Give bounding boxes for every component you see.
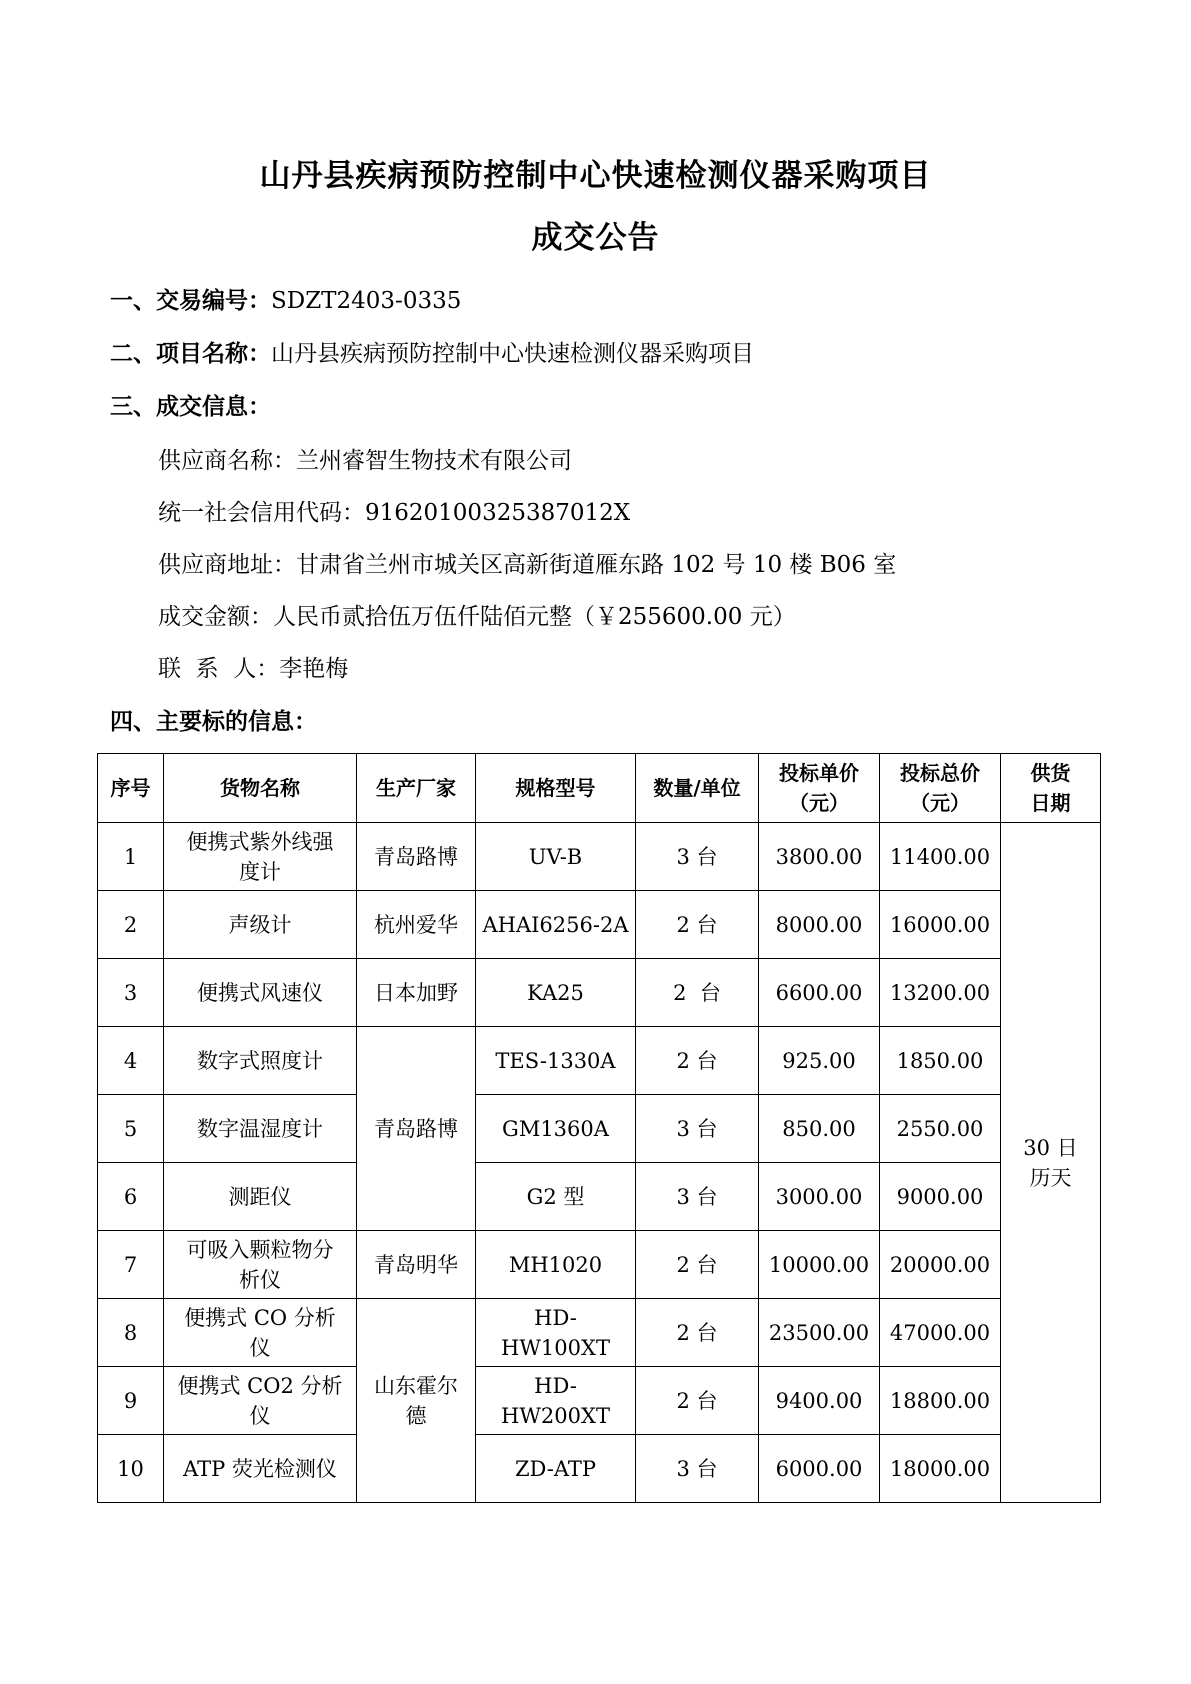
cell-qty: 2 台 <box>636 891 759 959</box>
cell-goods: 测距仪 <box>164 1163 357 1231</box>
cell-total-price: 1850.00 <box>880 1027 1001 1095</box>
cell-unit-price: 10000.00 <box>759 1231 880 1299</box>
transaction-number-label: 一、交易编号： <box>110 288 271 314</box>
header-unit-price-line1: 投标单价 <box>779 761 859 785</box>
cell-total-price: 13200.00 <box>880 959 1001 1027</box>
cell-goods-line1: 可吸入颗粒物分 <box>186 1237 334 1262</box>
deal-amount-value: 人民币贰拾伍万伍仟陆佰元整（￥255600.00 元） <box>273 604 796 630</box>
table-row <box>98 1299 1101 1367</box>
cell-goods: 便携式风速仪 <box>164 959 357 1027</box>
cell-qty: 3 台 <box>636 823 759 891</box>
cell-model: ZD-ATP <box>476 1435 636 1503</box>
cell-qty: 3 台 <box>636 1095 759 1163</box>
cell-no: 6 <box>98 1163 164 1231</box>
cell-total-price: 9000.00 <box>880 1163 1001 1231</box>
transaction-number-line <box>110 285 461 317</box>
header-total-price-line1: 投标总价 <box>900 761 980 785</box>
header-delivery-line2: 日期 <box>1030 791 1071 815</box>
cell-unit-price: 9400.00 <box>759 1367 880 1435</box>
cell-total-price: 16000.00 <box>880 891 1001 959</box>
cell-no: 2 <box>98 891 164 959</box>
cell-total-price: 2550.00 <box>880 1095 1001 1163</box>
cell-goods <box>164 1299 357 1367</box>
cell-model: AHAI6256-2A <box>476 891 636 959</box>
header-unit-price <box>759 754 880 823</box>
cell-qty: 2 台 <box>636 959 759 1027</box>
table-row <box>98 1231 1101 1299</box>
cell-maker <box>357 1299 476 1503</box>
cell-total-price: 47000.00 <box>880 1299 1001 1367</box>
header-model: 规格型号 <box>476 754 636 823</box>
main-items-label: 四、主要标的信息： <box>110 709 317 735</box>
cell-qty: 3 台 <box>636 1163 759 1231</box>
cell-qty: 2 台 <box>636 1231 759 1299</box>
document-title: 山丹县疾病预防控制中心快速检测仪器采购项目 <box>259 158 932 194</box>
cell-model: G2 型 <box>476 1163 636 1231</box>
main-items-table <box>97 753 1101 1503</box>
cell-unit-price: 3000.00 <box>759 1163 880 1231</box>
contact-value: 李艳梅 <box>279 656 349 682</box>
cell-goods: 数字温湿度计 <box>164 1095 357 1163</box>
transaction-number-value: SDZT2403-0335 <box>271 288 462 314</box>
cell-maker-line1: 山东霍尔 <box>374 1373 458 1398</box>
cell-no: 10 <box>98 1435 164 1503</box>
cell-model: TES-1330A <box>476 1027 636 1095</box>
cell-total-price: 11400.00 <box>880 823 1001 891</box>
cell-unit-price: 23500.00 <box>759 1299 880 1367</box>
cell-delivery <box>1001 823 1101 1503</box>
cell-goods-line2: 析仪 <box>239 1267 281 1292</box>
cell-unit-price: 925.00 <box>759 1027 880 1095</box>
header-total-price <box>880 754 1001 823</box>
deal-info-heading <box>110 391 271 423</box>
cell-no: 4 <box>98 1027 164 1095</box>
cell-model: HD-HW100XT <box>476 1299 636 1367</box>
cell-goods <box>164 1367 357 1435</box>
cell-unit-price: 3800.00 <box>759 823 880 891</box>
deal-info-label: 三、成交信息： <box>110 394 271 420</box>
deal-amount-line <box>158 601 796 633</box>
cell-model: MH1020 <box>476 1231 636 1299</box>
main-items-table-wrapper <box>97 753 1101 1503</box>
cell-goods-line1: 便携式 CO2 分析 <box>177 1373 343 1398</box>
cell-total-price: 20000.00 <box>880 1231 1001 1299</box>
contact-line <box>158 653 348 685</box>
cell-goods: 数字式照度计 <box>164 1027 357 1095</box>
credit-code-line <box>158 497 630 529</box>
cell-qty: 3 台 <box>636 1435 759 1503</box>
cell-qty: 2 台 <box>636 1367 759 1435</box>
table-row <box>98 1435 1101 1503</box>
cell-goods-line2: 仪 <box>249 1335 271 1360</box>
cell-unit-price: 6000.00 <box>759 1435 880 1503</box>
table-row <box>98 891 1101 959</box>
header-total-price-line2: （元） <box>910 791 970 815</box>
cell-unit-price: 8000.00 <box>759 891 880 959</box>
header-maker: 生产厂家 <box>357 754 476 823</box>
credit-code-value: 91620100325387012X <box>365 500 631 526</box>
header-unit-price-line2: （元） <box>789 791 849 815</box>
table-row <box>98 823 1101 891</box>
cell-total-price: 18000.00 <box>880 1435 1001 1503</box>
cell-maker: 日本加野 <box>357 959 476 1027</box>
cell-no: 5 <box>98 1095 164 1163</box>
supplier-name-line <box>158 445 572 477</box>
contact-label: 联 系 人： <box>158 656 280 682</box>
deal-amount-label: 成交金额： <box>158 604 273 630</box>
cell-no: 8 <box>98 1299 164 1367</box>
cell-maker: 青岛路博 <box>357 823 476 891</box>
cell-goods-line1: 便携式紫外线强 <box>186 829 334 854</box>
header-goods: 货物名称 <box>164 754 357 823</box>
cell-goods <box>164 823 357 891</box>
supplier-name-label: 供应商名称： <box>158 448 296 474</box>
header-qty: 数量/单位 <box>636 754 759 823</box>
table-row <box>98 959 1101 1027</box>
supplier-address-label: 供应商地址： <box>158 552 296 578</box>
table-row <box>98 1163 1101 1231</box>
cell-total-price: 18800.00 <box>880 1367 1001 1435</box>
cell-maker: 杭州爱华 <box>357 891 476 959</box>
supplier-address-line <box>158 549 896 581</box>
cell-goods: 声级计 <box>164 891 357 959</box>
cell-goods-line2: 度计 <box>239 859 281 884</box>
cell-delivery-line2: 历天 <box>1029 1165 1072 1190</box>
cell-model: UV-B <box>476 823 636 891</box>
cell-maker-line2: 德 <box>405 1403 427 1428</box>
cell-maker: 青岛明华 <box>357 1231 476 1299</box>
cell-goods <box>164 1231 357 1299</box>
supplier-name-value: 兰州睿智生物技术有限公司 <box>296 448 572 474</box>
project-name-value: 山丹县疾病预防控制中心快速检测仪器采购项目 <box>271 341 754 367</box>
cell-unit-price: 850.00 <box>759 1095 880 1163</box>
document-subtitle: 成交公告 <box>531 220 660 256</box>
cell-model: GM1360A <box>476 1095 636 1163</box>
table-row <box>98 1027 1101 1095</box>
supplier-address-value: 甘肃省兰州市城关区高新街道雁东路 102 号 10 楼 B06 室 <box>296 552 897 578</box>
header-delivery-line1: 供货 <box>1030 761 1071 785</box>
cell-no: 3 <box>98 959 164 1027</box>
cell-qty: 2 台 <box>636 1027 759 1095</box>
cell-no: 7 <box>98 1231 164 1299</box>
cell-no: 1 <box>98 823 164 891</box>
table-row <box>98 1095 1101 1163</box>
header-delivery <box>1001 754 1101 823</box>
cell-model: KA25 <box>476 959 636 1027</box>
cell-goods-line2: 仪 <box>249 1403 271 1428</box>
header-no: 序号 <box>98 754 164 823</box>
cell-qty: 2 台 <box>636 1299 759 1367</box>
cell-unit-price: 6600.00 <box>759 959 880 1027</box>
table-header-row <box>98 754 1101 823</box>
cell-delivery-line1: 30 日 <box>1023 1135 1078 1160</box>
cell-maker: 青岛路博 <box>357 1027 476 1231</box>
credit-code-label: 统一社会信用代码： <box>158 500 365 526</box>
cell-goods-line1: 便携式 CO 分析 <box>184 1305 336 1330</box>
table-row <box>98 1367 1101 1435</box>
main-items-heading <box>110 706 317 738</box>
cell-goods: ATP 荧光检测仪 <box>164 1435 357 1503</box>
project-name-line <box>110 338 754 370</box>
cell-model: HD-HW200XT <box>476 1367 636 1435</box>
cell-no: 9 <box>98 1367 164 1435</box>
project-name-label: 二、项目名称： <box>110 341 271 367</box>
